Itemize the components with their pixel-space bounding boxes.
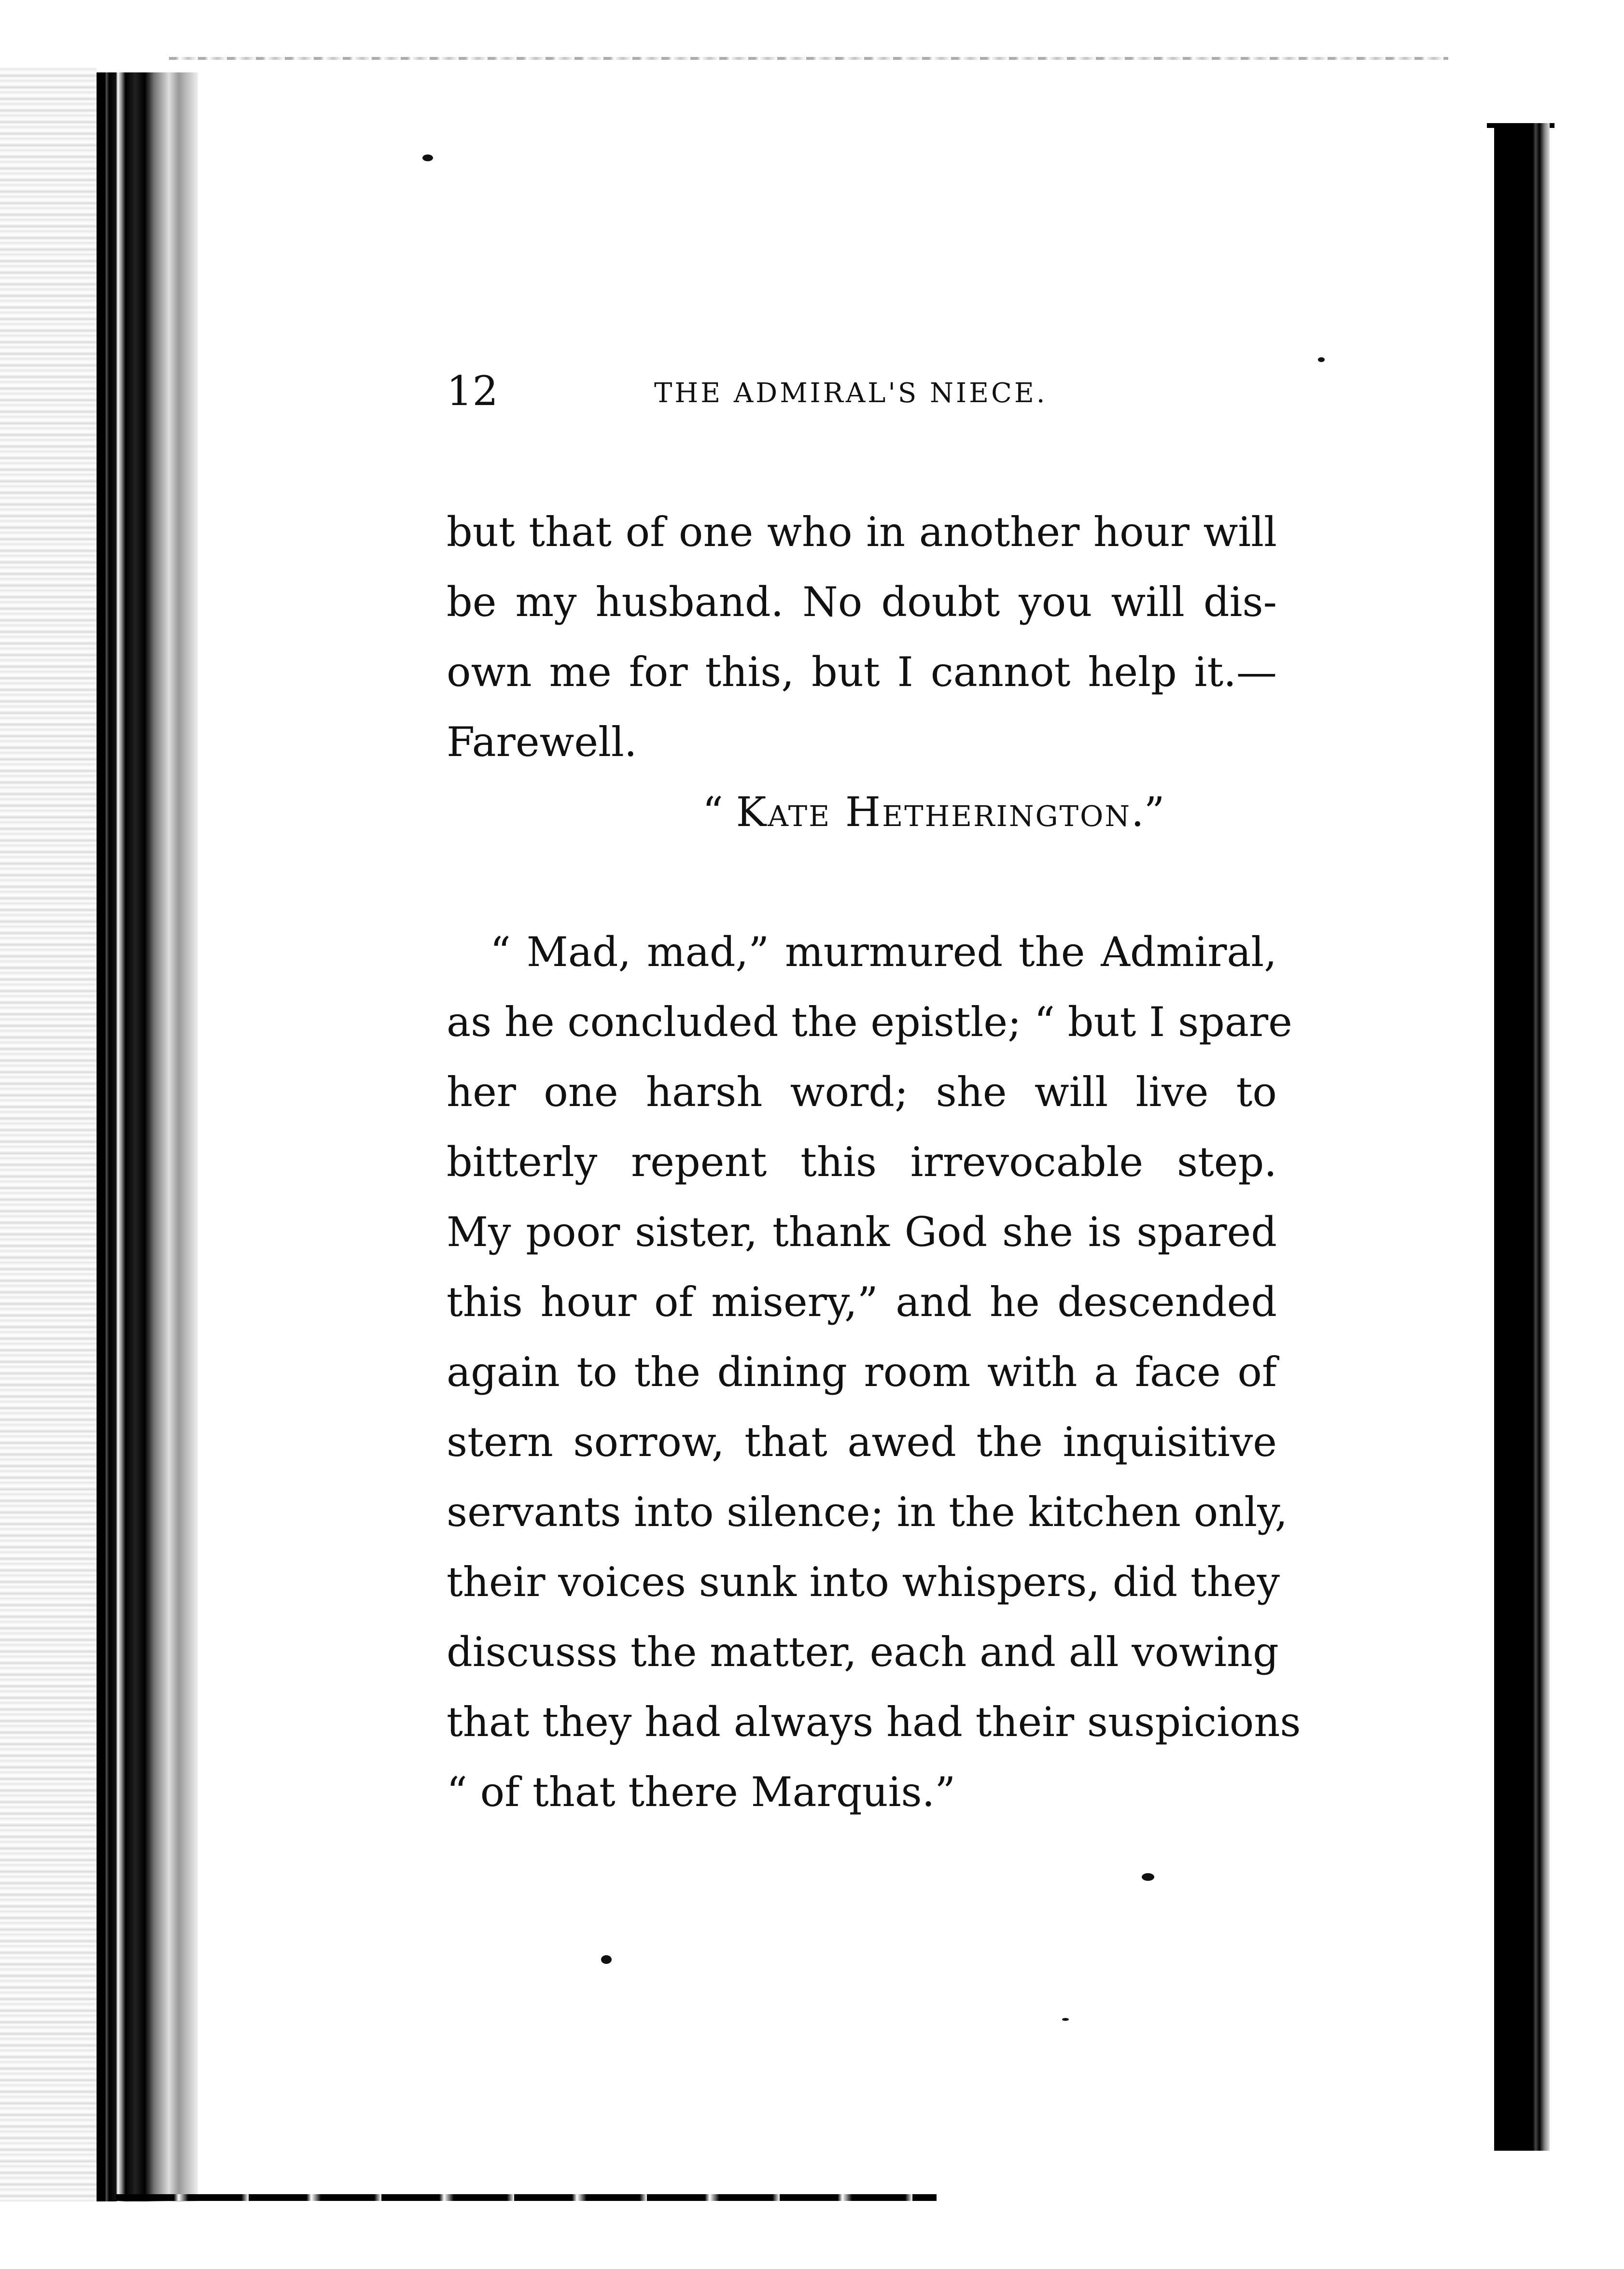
signature-name: Kate Hetherington [736,788,1131,836]
paragraph-line: My poor sister, thank God she is spared [447,1208,1277,1256]
signature-close-quote: .” [1131,788,1165,836]
paragraph-line: as he concluded the epistle; “ but I spare [447,998,1292,1046]
letter-line: own me for this, but I cannot help it.— [447,648,1277,696]
running-title: THE ADMIRAL'S NIECE. [654,378,1048,409]
paragraph-line: stern sorrow, that awed the inquisitive [447,1418,1277,1466]
paragraph-line: this hour of misery,” and he descended [447,1278,1277,1326]
paragraph-line: their voices sunk into whispers, did they [447,1558,1280,1606]
ink-speck [1062,2018,1069,2021]
top-scan-edge [169,57,1448,60]
ink-speck [1142,1873,1154,1881]
paragraph-line: discusss the matter, each and all vowing [447,1628,1279,1676]
bottom-scan-edge [116,2194,937,2201]
paragraph-line: again to the dining room with a face of [447,1348,1277,1396]
ink-speck [1318,357,1325,362]
paragraph-line: “ of that there Marquis.” [447,1768,956,1816]
binding-edge-speckle [0,68,97,2201]
letter-line: Farewell. [447,718,637,766]
signature-open-quote: “ [702,788,736,836]
right-page-edge [1494,123,1550,2151]
paragraph-line: “ Mad, mad,” murmured the Admiral, [490,928,1277,976]
ink-speck [422,154,433,161]
page-number: 12 [447,367,498,415]
paragraph-line: bitterly repent this irrevocable step. [447,1138,1277,1186]
paragraph-line: servants into silence; in the kitchen only, [447,1488,1288,1536]
letter-signature [702,777,1277,847]
left-binding-edge [97,72,198,2201]
paragraph-line: her one harsh word; she will live to [447,1068,1277,1116]
page-header [447,364,1267,418]
paragraph-line: that they had always had their suspicions [447,1698,1301,1746]
letter-line: be my husband. No doubt you will dis- [447,578,1277,626]
ink-speck [601,1955,612,1964]
letter-line: but that of one who in another hour will [447,508,1277,556]
